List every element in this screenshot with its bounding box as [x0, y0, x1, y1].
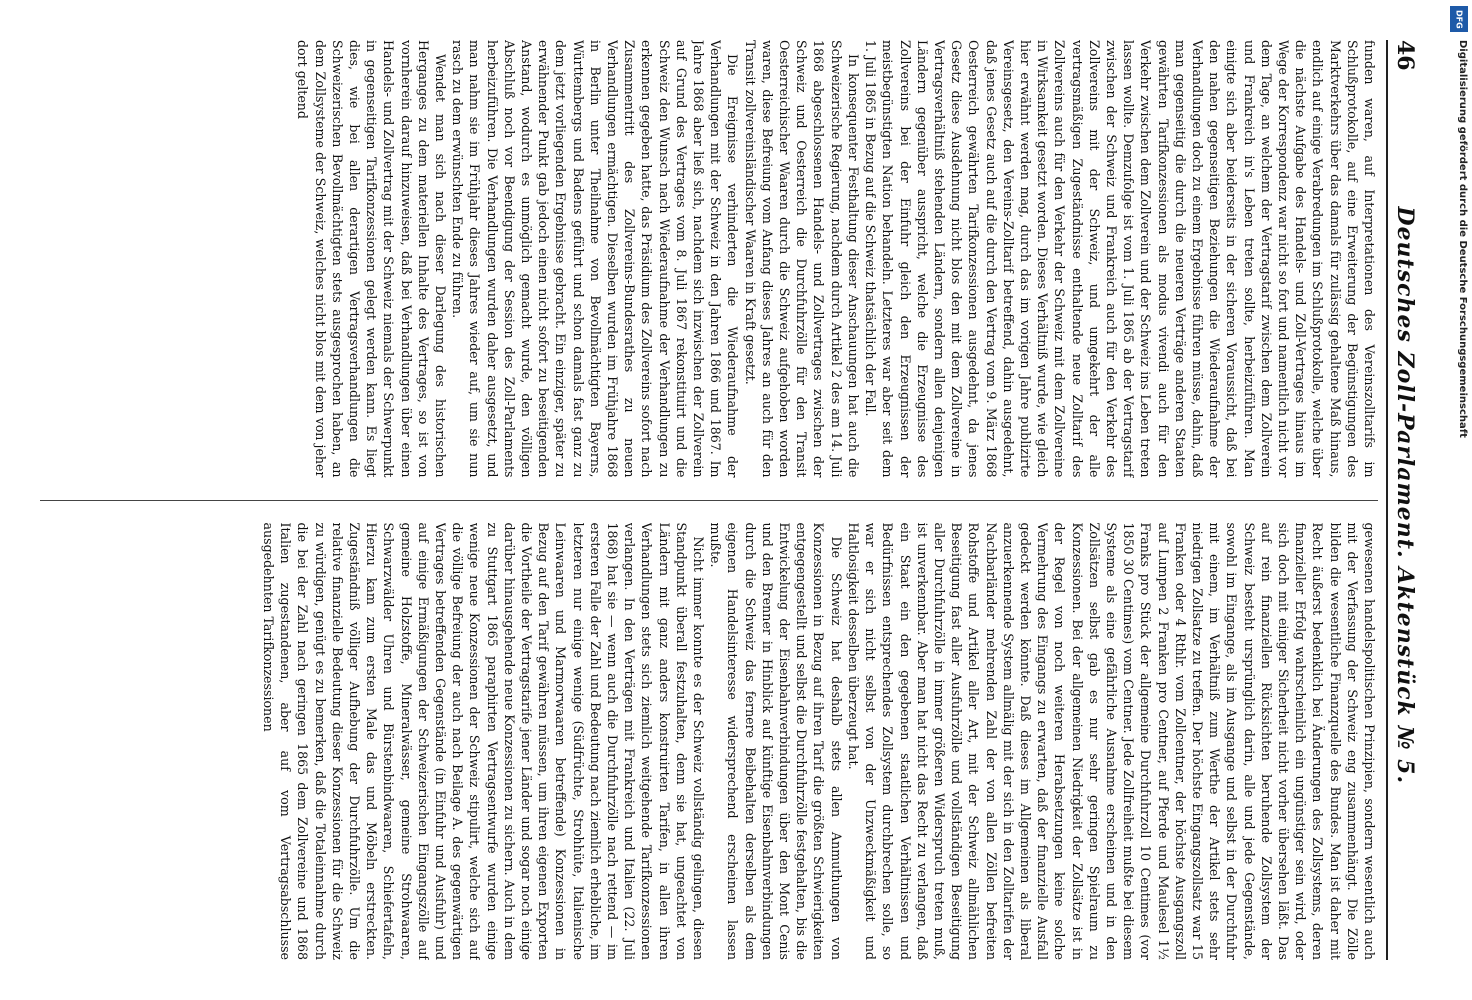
- paragraph: gewesenen handelspolitischen Prinzipien, sondern wesentlich auch mit der Verfassung der Schweiz eng zusammenhängt. Die Zölle bilden die wesentliche Finanzquelle des Bundes. Man ist daher mit Recht äußerst bedenklich bei Änderungen des Zollsystems, deren finanzieller Erfolg wahrscheinlich ein ungünstiger sein wird, oder sich doch mit einiger Sicherheit nicht vorher übersehen läßt. Das auf rein finanziellen Rücksichten beruhende Zollsystem der Schweiz besteht ursprünglich darin, alle und jede Gegenstände, sowohl im Eingange, als im Ausgange und selbst in der Durchfuhr mit einem, im Verhältniß zum Werthe der Artikel stets sehr niedrigen Zollsatze zu treffen. Der höchste Eingangszollsatz war 15 Franken oder 4 Rthlr. vom Zollcentner, der höchste Ausgangszoll auf Lumpen 2 Franken pro Centner, auf Pferde und Maulesel 1½ Franks pro Stück der allgemeine Durchfuhrzoll 10 Centimes (vor 1850 30 Centimes) vom Centner. Jede Zollfreiheit mußte bei diesem Systeme als eine gefährliche Ausnahme erscheinen und in den Zollsätzen selbst gab es nur sehr geringen Spielraum zu Konzessionen. Bei der allgemeinen Niedrigkeit der Zollsätze ist in der Regel von noch weiteren Herabsetzungen keine solche Vermehrung des Eingangs zu erwarten, daß der finanzielle Ausfall gedeckt werden könnte. Daß dieses im Allgemeinen als liberal anzuerkennende System allmälig mit der sich in den Zolltarifen der Nachbarländer mehrenden Zahl der von allen Zöllen befreiten Rohstoffe und Artikel aller Art, mit der Schweiz allmählichen Beseitigung fast aller Ausfuhrzölle und vollständigen Beseitigung aller Durchfuhrzölle in immer größeren Widerspruch treten muß, ist unverkennbar. Aber man hat nicht das Recht zu verlangen, daß ein Staat ein den gegebenen staatlichen Verhältnissen und Bedürfnissen entsprechendes Zollsystem durchbrechen solle, so war er sich nicht selbst von der Unzweckmäßigkeit und Haltlosigkeit desselben überzeugt hat.: [845, 522, 1377, 960]
- paragraph: In konsequenter Festhaltung dieser Anschauungen hat auch die Schweizerische Regierung, nachdem durch Artikel 2 des am 14. Juli 1868 abgeschlossenen Handels- und Zollvertrages zwischen der Schweiz und Oesterreich die Durchfuhrzölle für den Transit Oesterreichischer Waaren durch die Schweiz aufgehoben worden waren, diese Befreiung vom Anfang dieses Jahres an auch für den Transit zollvereinsländischer Waaren in Kraft gesetzt.: [742, 40, 861, 478]
- right-column: [40, 523, 1378, 961]
- page-title: Deutsches Zoll-Parlament. Aktenstück № 5.: [1392, 206, 1418, 785]
- dfg-logo: DFG: [1450, 6, 1468, 32]
- funding-note: Digitalisierung gefördert durch die Deutsche Forschungsgemeinschaft: [1457, 40, 1468, 438]
- column-divider: [40, 500, 1378, 501]
- paragraph: Die Schweiz hat deshalb stets allen Anmuthungen von Konzessionen in Bezug auf ihren Tarif die größten Schwierigkeiten entgegengestellt und selbst die Durchfuhrzölle festgehalten, bis die Entwickelung der Eisenbahnverbindungen über den Mont Cenis und den Brenner in Hinblick auf künftige Eisenbahnverbindungen durch die Schweiz das fernere Beibehalten derselben als dem eigenen Handelsinteresse widersprechend erscheinen lassen mußte.: [708, 522, 844, 960]
- left-column: [40, 40, 1378, 478]
- paragraph: Wendet man sich nach dieser Darlegung des historischen Herganges zu dem materiellen Inhalte des Vertrages, so ist von vornherein darauf hinzuweisen, daß bei Verhandlungen über einen Handels- und Zollvertrag mit der Schweiz niemals der Schwerpunkt in gegenseitigen Tarifkonzessionen gelegt werden kann. Es liegt dies, wie bei allen derartigen Vertragsverhandlungen die Schweizerischen Bevollmächtigten stets ausgesprochen haben, an dem Zollsysteme der Schweiz, welches nicht blos mit dem von jeher dort geltend: [295, 40, 449, 478]
- page-number: 46: [1392, 40, 1418, 71]
- page-header: [1386, 40, 1422, 960]
- paragraph: Nicht immer konnte es der Schweiz vollständig gelingen, diesen Standpunkt überall festzuhalten, denn sie hat, ungeachtet von Ländern mit ganz anders konstruirten Tarifen, in allen ihren Verhandlungen stets sich ziemlich weitgehende Tarifkonzessionen verlangen. In den Verträgen mit Frankreich und Italien (22. Juli 1868) hat sie — wenn auch die Durchfuhrzölle nach rettend — im ersteren Falle der Zahl und Bedeutung nach ziemlich erhebliche, im letzteren nur einige wenige (Südfrüchte, Strohhüte, Italienische Leinwaaren und Marmorwaaren betreffende) Konzessionen in Bezug auf den Tarif gewähren müssen, um ihren eigenen Exporten die Vortheile der Vertragstarife jener Länder und sogar noch einige darüber hinausgehende neue Konzessionen zu sichern. Auch in dem zu Stuttgart 1865 paraphirten Vertragsentwurfe wurden einige wenige neue Konzessionen der Schweiz stipulirt, welche sich auf die völlige Befreiung der auch nach Beilage A. des gegenwärtigen Vertrages betreffenden Gegenstände (in Einfuhr und Ausfuhr) und auf einige Ermäßigungen der Schweizerischen Eingangszölle auf gemeine Holzstoffe, Mineralwässer, gemeine Strohwaaren, Schwarzwälder Uhren und Bürstenbindwaaren, Schiefertafeln, Hierzu kam zum ersten Male das und Möbeln erstreckten. Zugeständniß völliger Aufhebung der Durchfuhrzölle. Um die relative finanzielle Bedeutung dieser Konzessionen für die Schweiz zu würdigen, genügt es zu bemerken, daß die Totaleinnahme durch die bei der Zahl nach geringen 1865 dem Zollvereine und 1868 Italien zugestandenen, aber auf vom Vertragsabschlusse ausgedehnten Tarifkonzessionen: [261, 522, 707, 960]
- paragraph: funden waren, auf Interpretationen des Vereinszolltarifs im Schlußprotokolle, auf eine Erweiterung der Begünstigungen des Marktverkehrs über das damals für zulässig gehaltene Maß hinaus, endlich auf einige Verabredungen im Schlußprotokolle, welche über die nächste Aufgabe des Handels- und Zoll-Vertrages hinaus im Wege der Korrespondenz war nicht so fort und namentlich nicht vor dem Tage, an welchem der Vertragstarif zwischen dem Zollverein und Frankreich in's Leben treten sollte, herbeizuführen. Man einigte sich aber beiderseits in der sicheren Voraussicht, daß bei den nahen gegenseitigen Beziehungen die Wiederaufnahme der Verhandlungen doch zu einem Ergebnisse führen müsse, dahin, daß man gegenseitig die durch die neueren Verträge anderen Staaten gewährten Tarifkonzessionen als modus vivendi auch für den Verkehr zwischen dem Zollverein und der Schweiz ins Leben treten lassen wollte. Demzufolge ist vom 1. Juli 1865 ab der Vertragstarif zwischen der Schweiz und Frankreich auch für den Verkehr des Zollvereins mit der Schweiz, und umgekehrt der alle vertragsmäßigen Zugeständnisse enthaltende neue Zolltarif des Zollvereins auch für den Verkehr der Schweiz mit dem Zollvereine in Wirksamkeit gesetzt worden. Dieses Verhältniß wurde, wie gleich hier erwähnt werden mag, durch das im vorigen Jahre publizirte Vereinsgesetz, den Vereins-Zolltarif betreffend, dahin ausgedehnt, daß jenes Gesetz auch auf die durch den Vertrag vom 9. März 1868 Oesterreich gewährten Tarifkonzessionen ausgedehnt, da jenes Gesetz diese Ausdehnung nicht blos den mit dem Zollvereine in Vertragsverhältniß stehenden Ländern, sondern allen denjenigen Ländern gegenüber ausspricht, welche die Erzeugnisse des Zollvereins bei der Einfuhr gleich den Erzeugnissen der meistbegünstigten Nation behandeln. Letzteres war aber seit dem 1. Juli 1865 in Bezug auf die Schweiz thatsächlich der Fall.: [863, 40, 1377, 478]
- digitization-sidebar: [1446, 0, 1472, 1000]
- paragraph: Die Ereignisse verhinderten die Wiederaufnahme der Verhandlungen mit der Schweiz in den Jahren 1866 und 1867. Im Jahre 1868 aber ließ sich, nachdem sich inzwischen der Zollverein auf Grund des Vertrages vom 8. Juli 1867 rekonstituirt und die Schweiz den Wunsch nach Wiederaufnahme der Verhandlungen zu erkennen gegeben hatte, das Präsidium des Zollvereins sofort nach Zusammentritt des Zollvereins-Bundesrathes zu neuen Verhandlungen ermächtigen. Dieselben wurden im Frühjahre 1868 in Berlin unter Theilnahme von Bevollmächtigten Bayerns, Württembergs und Badens geführt und schon damals fast ganz zu dem jetzt vorliegenden Ergebnisse gebracht. Ein einziger, später zu erwähnender Punkt gab jedoch einen nicht sofort zu beseitigenden Anstand, wodurch es unmöglich gemacht wurde, den völligen Abschluß noch vor Beendigung der Session des Zoll-Parlaments herbeizuführen. Die Verhandlungen wurden daher ausgesetzt, und man nahm sie im Frühjahr dieses Jahres wieder auf, um sie nun rasch zu dem erwünschten Ende zu führen.: [450, 40, 741, 478]
- text-columns: [40, 40, 1378, 960]
